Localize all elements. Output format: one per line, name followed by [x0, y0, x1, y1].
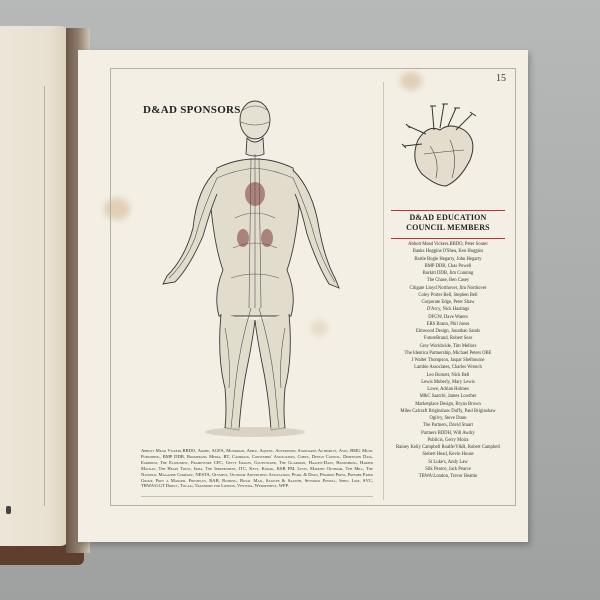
list-item: Abbott Mead Vickers.BBDO, Peter Souter: [408, 242, 488, 247]
list-item: Miles Calcraft Briginshaw Duffy, Paul Briginshaw: [400, 408, 496, 414]
bottom-rule: [141, 496, 373, 497]
list-item: St Luke's, Andy Law: [428, 459, 468, 465]
list-item: Partners BDDH, Will Awdry: [421, 430, 475, 436]
list-item: DFGW, Dave Waters: [428, 314, 468, 320]
list-item: The Partners, David Stuart: [423, 423, 473, 429]
column-divider: [383, 82, 384, 500]
list-item: D'Arcy, Nick Hastings: [426, 307, 470, 313]
list-item: Lambie Associates, Charles Wrench: [414, 365, 482, 371]
list-item: ERS Brann, Phil Jones: [426, 321, 470, 327]
list-item: Bartle Bogle Hegarty, John Hegarty: [414, 256, 482, 262]
list-item: BMP DDB, Chas Powell: [424, 263, 472, 269]
list-item: Marketplace Design, Bryan Brown: [415, 401, 481, 407]
council-rule-bottom: [391, 238, 505, 239]
list-item: Grey Worldwide, Tim Mellors: [419, 343, 477, 349]
council-members-list: [391, 241, 505, 480]
list-item: Lewis Moberly, Mary Lewis: [421, 379, 475, 385]
list-item: M&C Saatchi, James Lowther: [419, 394, 477, 400]
council-rule-top: [391, 210, 505, 211]
list-item: Lowe, Adrian Holmes: [427, 387, 469, 392]
list-item: TBWA\London, Trevor Beattie: [418, 474, 478, 479]
left-page-rule: [44, 86, 45, 506]
list-item: Siebert Head, Kevin House: [422, 452, 474, 458]
list-item: Rainey Kelly Campbell Roalfe/Y&R, Robert Campbell: [396, 445, 500, 450]
list-item: Elmwood Design, Jonathan Sands: [415, 329, 481, 334]
list-item: Corporate Edge, Peter Shaw: [421, 300, 475, 305]
list-item: J Walter Thompson, Jaspar Shelbourne: [411, 358, 485, 363]
list-item: Silk Pearce, Jack Pearce: [425, 466, 471, 472]
list-item: The Identica Partnership, Michael Peters OBE: [404, 350, 492, 356]
list-item: Publicis, Gerry Moira: [427, 437, 469, 443]
list-item: Banks Hoggins O'Shea, Ken Hoggins: [412, 249, 484, 255]
left-page: [0, 26, 70, 546]
list-item: The Chase, Ben Casey: [426, 278, 470, 284]
anatomical-heart-icon: [400, 100, 486, 190]
left-page-mark: [6, 506, 11, 514]
council-heading: D&AD EDUCATION COUNCIL MEMBERS: [406, 213, 490, 232]
page-number: 15: [496, 73, 506, 84]
sponsors-heading: D&AD SPONSORS: [143, 104, 241, 116]
sponsors-list-text: Abbott Mead Vickers.BBDO, Adobe, AGFA, Mondrian, Apple, Aquent, Advertising Standards Authority, Avid, BMG Music Publishing, BMP DDB, Boomerang Media, BT, Campaign, Consumers' Association, Cobus, Design Council, Dimension Data, Eardrum, The Economist, Framestore CFC, Getty Images, Gluesticker, The Guardian, Haagen-Dazs, Handspring, Harper Mackay, The Heart Trust, Irma, The Independent, ITC, Kevs, Kodak, KSB FM, Levis, Madden Outdoor, The Mill, The National Magazine Company, NESTA, Olympus, Outdoor Advertising Association, Pearl & Dean, Phaidon Press, Premier Paper Group, Pret a Manger, Pressplus, RAB, Rotring, Royal Mail, Saatchi & Saatchi, Seymour Powell, Shell Like, SVC, TBWA\GGT Direct, Tiscali, Transport for London, Ventura, Webopteryx, WPP.: [141, 448, 373, 489]
anatomical-circulatory-figure-icon: [155, 98, 350, 438]
list-item: Burkitt DDB, Jim Cunning: [422, 271, 474, 276]
list-item: Leo Burnett, Nick Bell: [426, 372, 470, 378]
list-item: Coley Porter Bell, Stephen Bell: [418, 292, 478, 298]
list-item: FutureBrand, Robert Sear: [423, 336, 473, 342]
list-item: Ogilvy, Steve Dunn: [429, 416, 467, 421]
list-item: Citigate Lloyd Northover, Jim Northover: [409, 285, 487, 291]
